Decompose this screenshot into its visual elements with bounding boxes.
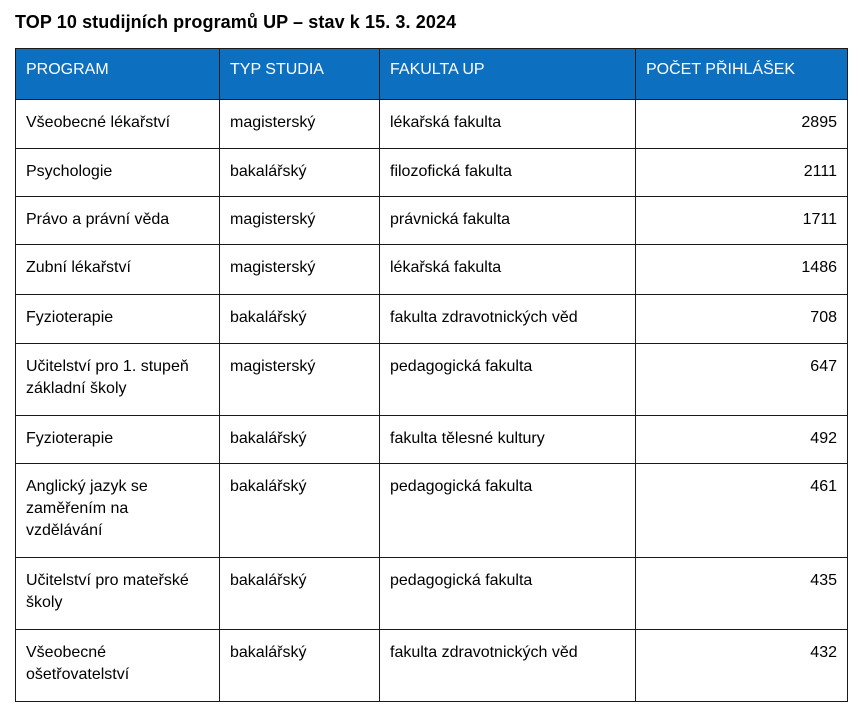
cell-pocet: 435 xyxy=(636,558,848,630)
cell-fakulta: fakulta zdravotnických věd xyxy=(380,295,636,344)
cell-program: Všeobecné ošetřovatelství xyxy=(16,630,220,702)
column-header-typ-studia: TYP STUDIA xyxy=(220,49,380,100)
cell-program: Anglický jazyk se zaměřením na vzdělávání xyxy=(16,464,220,558)
cell-program: Fyzioterapie xyxy=(16,416,220,464)
cell-program: Zubní lékařství xyxy=(16,245,220,295)
cell-pocet: 1711 xyxy=(636,197,848,245)
cell-typ-studia: bakalářský xyxy=(220,464,380,558)
table-row xyxy=(16,197,848,245)
cell-typ-studia: bakalářský xyxy=(220,630,380,702)
cell-program: Učitelství pro 1. stupeň základní školy xyxy=(16,344,220,416)
cell-typ-studia: magisterský xyxy=(220,197,380,245)
cell-pocet: 2895 xyxy=(636,100,848,149)
table-row xyxy=(16,245,848,295)
cell-fakulta: fakulta tělesné kultury xyxy=(380,416,636,464)
cell-pocet: 461 xyxy=(636,464,848,558)
column-header-pocet-prihlasek: POČET PŘIHLÁŠEK xyxy=(636,49,848,100)
cell-fakulta: fakulta zdravotnických věd xyxy=(380,630,636,702)
table-row xyxy=(16,558,848,630)
table-row xyxy=(16,416,848,464)
cell-typ-studia: magisterský xyxy=(220,245,380,295)
cell-program: Psychologie xyxy=(16,149,220,197)
document-title: TOP 10 studijních programů UP – stav k 15. 3. 2024 xyxy=(15,12,457,32)
cell-pocet: 647 xyxy=(636,344,848,416)
table-row xyxy=(16,464,848,558)
cell-typ-studia: bakalářský xyxy=(220,295,380,344)
table-row xyxy=(16,630,848,702)
cell-fakulta: právnická fakulta xyxy=(380,197,636,245)
cell-typ-studia: magisterský xyxy=(220,100,380,149)
cell-pocet: 492 xyxy=(636,416,848,464)
column-header-fakulta: FAKULTA UP xyxy=(380,49,636,100)
column-header-program: PROGRAM xyxy=(16,49,220,100)
cell-typ-studia: bakalářský xyxy=(220,149,380,197)
table-header-row xyxy=(16,49,848,100)
cell-pocet: 1486 xyxy=(636,245,848,295)
cell-fakulta: lékařská fakulta xyxy=(380,100,636,149)
cell-typ-studia: magisterský xyxy=(220,344,380,416)
cell-program: Učitelství pro mateřské školy xyxy=(16,558,220,630)
table-row xyxy=(16,100,848,149)
cell-program: Fyzioterapie xyxy=(16,295,220,344)
cell-fakulta: pedagogická fakulta xyxy=(380,464,636,558)
cell-fakulta: pedagogická fakulta xyxy=(380,344,636,416)
table-row xyxy=(16,295,848,344)
table-row xyxy=(16,344,848,416)
cell-fakulta: pedagogická fakulta xyxy=(380,558,636,630)
table-row xyxy=(16,149,848,197)
cell-pocet: 708 xyxy=(636,295,848,344)
cell-pocet: 432 xyxy=(636,630,848,702)
cell-typ-studia: bakalářský xyxy=(220,558,380,630)
cell-typ-studia: bakalářský xyxy=(220,416,380,464)
cell-program: Všeobecné lékařství xyxy=(16,100,220,149)
cell-program: Právo a právní věda xyxy=(16,197,220,245)
programs-table xyxy=(15,48,848,702)
cell-fakulta: filozofická fakulta xyxy=(380,149,636,197)
cell-pocet: 2111 xyxy=(636,149,848,197)
cell-fakulta: lékařská fakulta xyxy=(380,245,636,295)
